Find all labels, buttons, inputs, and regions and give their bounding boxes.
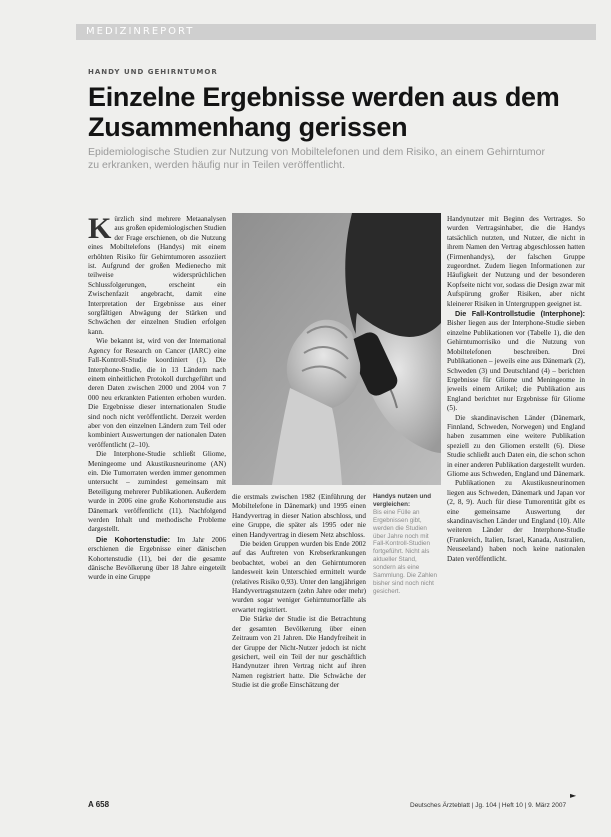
- paragraph: Publikationen zu Akustikusneurinomen liegen aus Schweden, Dänemark und Japan vor (2, 8, 9). Auch für diese Tumorentität gibt es eine gemeinsame Auswertung der skandinavischen Länder und England (10). Alle weiteren Länder der Interphone-Studie (Frankreich, Italien, Israel, Kanada, Australien, Neuseeland) haben noch keine nationalen Daten veröffentlicht.: [447, 479, 585, 563]
- paragraph-text: Im Jahr 2006 erschienen die Ergebnisse einer dänischen Kohortenstudie (11), bei der die gesamte dänische Bevölkerung über 18 Jahre eingeteilt wurde in eine Gruppe: [88, 535, 226, 582]
- paragraph: [88, 535, 226, 583]
- section-label: MEDIZINREPORT: [86, 26, 195, 37]
- paragraph: die erstmals zwischen 1982 (Einführung der Mobiltelefone in Dänemark) und 1995 einen Handyvertrag in dieser Nation abschloss, und eine Gruppe, die später als 1995 oder nie einen Handyvertrag in diesem Netz abschloss.: [232, 493, 366, 539]
- paragraph: Die beiden Gruppen wurden bis Ende 2002 auf das Auftreten von Krebserkrankungen beobachtet, wobei an den Gehirntumoren landesweit kein Unterschied ermittelt wurde (relatives Risiko 0,93). Unter den langjährigen Handyvertragsnutzern (zehn Jahre oder mehr) wurden sogar weniger Gehirntumorfälle als erwartet registriert.: [232, 540, 366, 614]
- paragraph: Wie bekannt ist, wird von der International Agency for Research on Cancer (IARC) eine Fall-Kontroll-Studie koordiniert (1). Die Interphone-Studie, die in 13 Ländern nach einem einheitlichen Protokoll durchgeführt und deren Daten zwischen 2000 und 2004 von 7 000 neu erkrankten Patienten erhoben wurden. Die Ergebnisse dieser internationalen Studie sind noch nicht veröffentlicht. Derzeit werden aber von den einzelnen Ländern zum Teil oder kombiniert Auswertungen der nationalen Daten veröffentlicht (2–10).: [88, 337, 226, 449]
- article-deck: Epidemiologische Studien zur Nutzung von Mobiltelefonen und dem Risiko, an einem Gehirntumor zu erkranken, werden häufig nur in Teilen veröffentlicht.: [88, 146, 546, 171]
- text-column-2: [232, 493, 366, 813]
- caption-body: Bis eine Fülle an Ergebnissen gibt, werden die Studien über Jahre noch mit Fall-Kontroll-Studien fortgeführt. Nicht als aktueller Stand, sondern als eine Sammlung. Die Zahlen bisher sind noch nicht gesichert.: [373, 508, 438, 595]
- paragraph: Die skandinavischen Länder (Dänemark, Finnland, Schweden, Norwegen) und England haben zusammen eine weitere Publikation speziell zu den Gliomen erstellt (6). Diese Studie schließt auch Daten ein, die schon schon in einer anderen Publikation dargestellt wurden. Gliome aus Schweden, England und Dänemark.: [447, 413, 585, 478]
- paragraph-text: Bisher liegen aus der Interphone-Studie sieben einzelne Publikationen vor (Tabelle 1), die den Gehirntumorrisiko und die Nutzung von Mobiltelefonen beschreiben. Drei Publikationen – jeweils eine aus Dänemark (2), Schweden (3) und Deutschland (4) – berichten Ergebnisse für Gliome und Meningeome in jeweils einem Artikel; die Publikation aus England berichtet nur Ergebnisse für Gliome (5).: [447, 319, 585, 413]
- drop-cap: K: [88, 215, 112, 245]
- article-kicker: HANDY UND GEHIRNTUMOR: [88, 68, 218, 76]
- text-column-1: [88, 215, 226, 815]
- photo-illustration: [232, 213, 441, 485]
- paragraph-label: Die Fall-Kontrollstudie (Interphone):: [455, 309, 585, 319]
- text-column-3: [447, 215, 585, 815]
- paragraph: Die Stärke der Studie ist die Betrachtung der gesamten Bevölkerung über einen Zeitraum von 21 Jahren. Die Handyfreiheit in der Gruppe der Nicht-Nutzer jedoch ist nicht gesichert, weil ein Teil der nur geschäftlich Handynutzer ihren Vertrag nicht auf ihren Namen registriert hatte. Die Schwäche der Studie ist die große Einschätzung der: [232, 615, 366, 690]
- article-headline: Einzelne Ergebnisse werden aus dem Zusammenhang gerissen: [88, 82, 560, 142]
- paragraph: ürzlich sind mehrere Metaanalysen aus großen epidemiologischen Studien der Frage erschienen, ob die Nutzung eines Mobiltelefons (Handys) mit einem erhöhten Risiko für Gehirntumoren assoziiert ist. Aufgrund der großen Medienecho mit teilweise widersprüchlichen Schlussfolgerungen, erscheint ein Zwischenfazit angebracht, damit eine Interpretation der Ergebnisse aus einer sorgfältigen Abwägung der Stärken und Schwächen der einzelnen Studien erfolgen kann.: [88, 215, 226, 336]
- end-of-article-icon: ►: [570, 791, 577, 800]
- paragraph: Die Interphone-Studie schließt Gliome, Meningeome und Akustikusneurinome (AN) ein. Die Tumorraten werden immer genommen untersucht – zumindest gemeinsam mit Beteiligung mehrerer Publikationen. Außerdem wurde in 2006 eine große Kohortenstudie aus Dänemark veröffentlicht (11). Nachfolgend werden Inhalt und methodische Probleme dargestellt.: [88, 450, 226, 534]
- paragraph: [447, 309, 585, 413]
- photo-caption: [373, 493, 439, 596]
- article-photo: [232, 213, 441, 485]
- page-number: A 658: [88, 800, 110, 809]
- paragraph: Handynutzer mit Beginn des Vertrages. So wurden Vertragsinhaber, die die Handys tatsächlich nutzten, und Nutzer, die nicht in ihrem Namen den Vertrag abgeschlossen hatten (Firmenhandys), der falschen Gruppe zugeordnet. Zudem liegen Informationen zur Häufigkeit der Nutzung und der besonderen Kopfseite nicht vor, sodass die Design zwar mit Aufspürung großer Risiken, aber nicht kleinerer Risiken in Untergruppen geeignet ist.: [447, 215, 585, 308]
- caption-title: Handys nutzen und vergleichen:: [373, 493, 432, 508]
- paragraph-label: Die Kohortenstudie:: [96, 534, 171, 544]
- journal-citation: Deutsches Ärzteblatt | Jg. 104 | Heft 10 | 9. März 2007: [410, 802, 567, 809]
